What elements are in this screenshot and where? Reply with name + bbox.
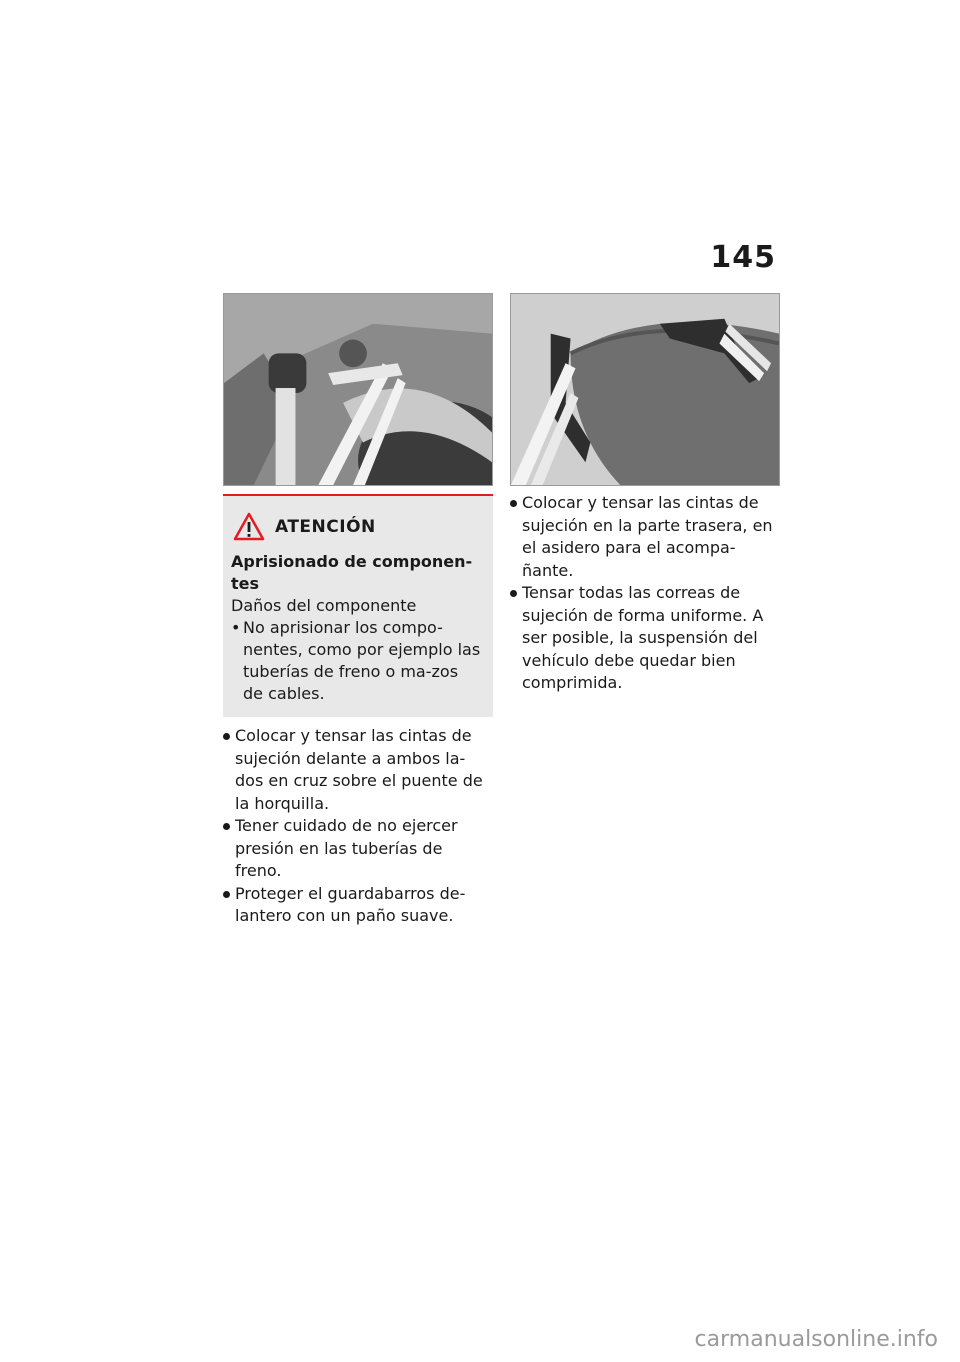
step-item: Proteger el guardabarros de-lantero con un paño suave. xyxy=(223,883,493,928)
warning-header xyxy=(231,512,481,541)
watermark: carmanualsonline.info xyxy=(694,1327,938,1352)
step-item: Tener cuidado de no ejercer presión en las tuberías de freno. xyxy=(223,815,493,883)
warning-box xyxy=(223,494,493,717)
rear-grab-handle-strap-illustration xyxy=(510,293,780,486)
warning-subject: Aprisionado de componen-tes xyxy=(231,552,473,593)
warning-triangle-icon xyxy=(233,512,265,541)
left-column xyxy=(223,293,493,928)
warning-consequence: Daños del componente xyxy=(231,596,417,615)
step-item: Colocar y tensar las cintas de sujeción delante a ambos la-dos en cruz sobre el puente de la horquilla. xyxy=(223,725,493,815)
left-step-list xyxy=(223,725,493,928)
warning-actions xyxy=(231,617,481,705)
right-step-list xyxy=(510,492,780,695)
warning-action-item: • No aprisionar los compo-nentes, como por ejemplo las tuberías de freno o ma-zos de cables. xyxy=(231,617,481,705)
step-item: Colocar y tensar las cintas de sujeción en la parte trasera, en el asidero para el acompa-ñante. xyxy=(510,492,780,582)
page-number: 145 xyxy=(710,240,776,275)
step-item: Tensar todas las correas de sujeción de forma uniforme. A ser posible, la suspensión del vehículo debe quedar bien comprimida. xyxy=(510,582,780,695)
warning-title: ATENCIÓN xyxy=(275,516,376,537)
front-fork-strap-illustration xyxy=(223,293,493,486)
right-column xyxy=(510,293,780,695)
